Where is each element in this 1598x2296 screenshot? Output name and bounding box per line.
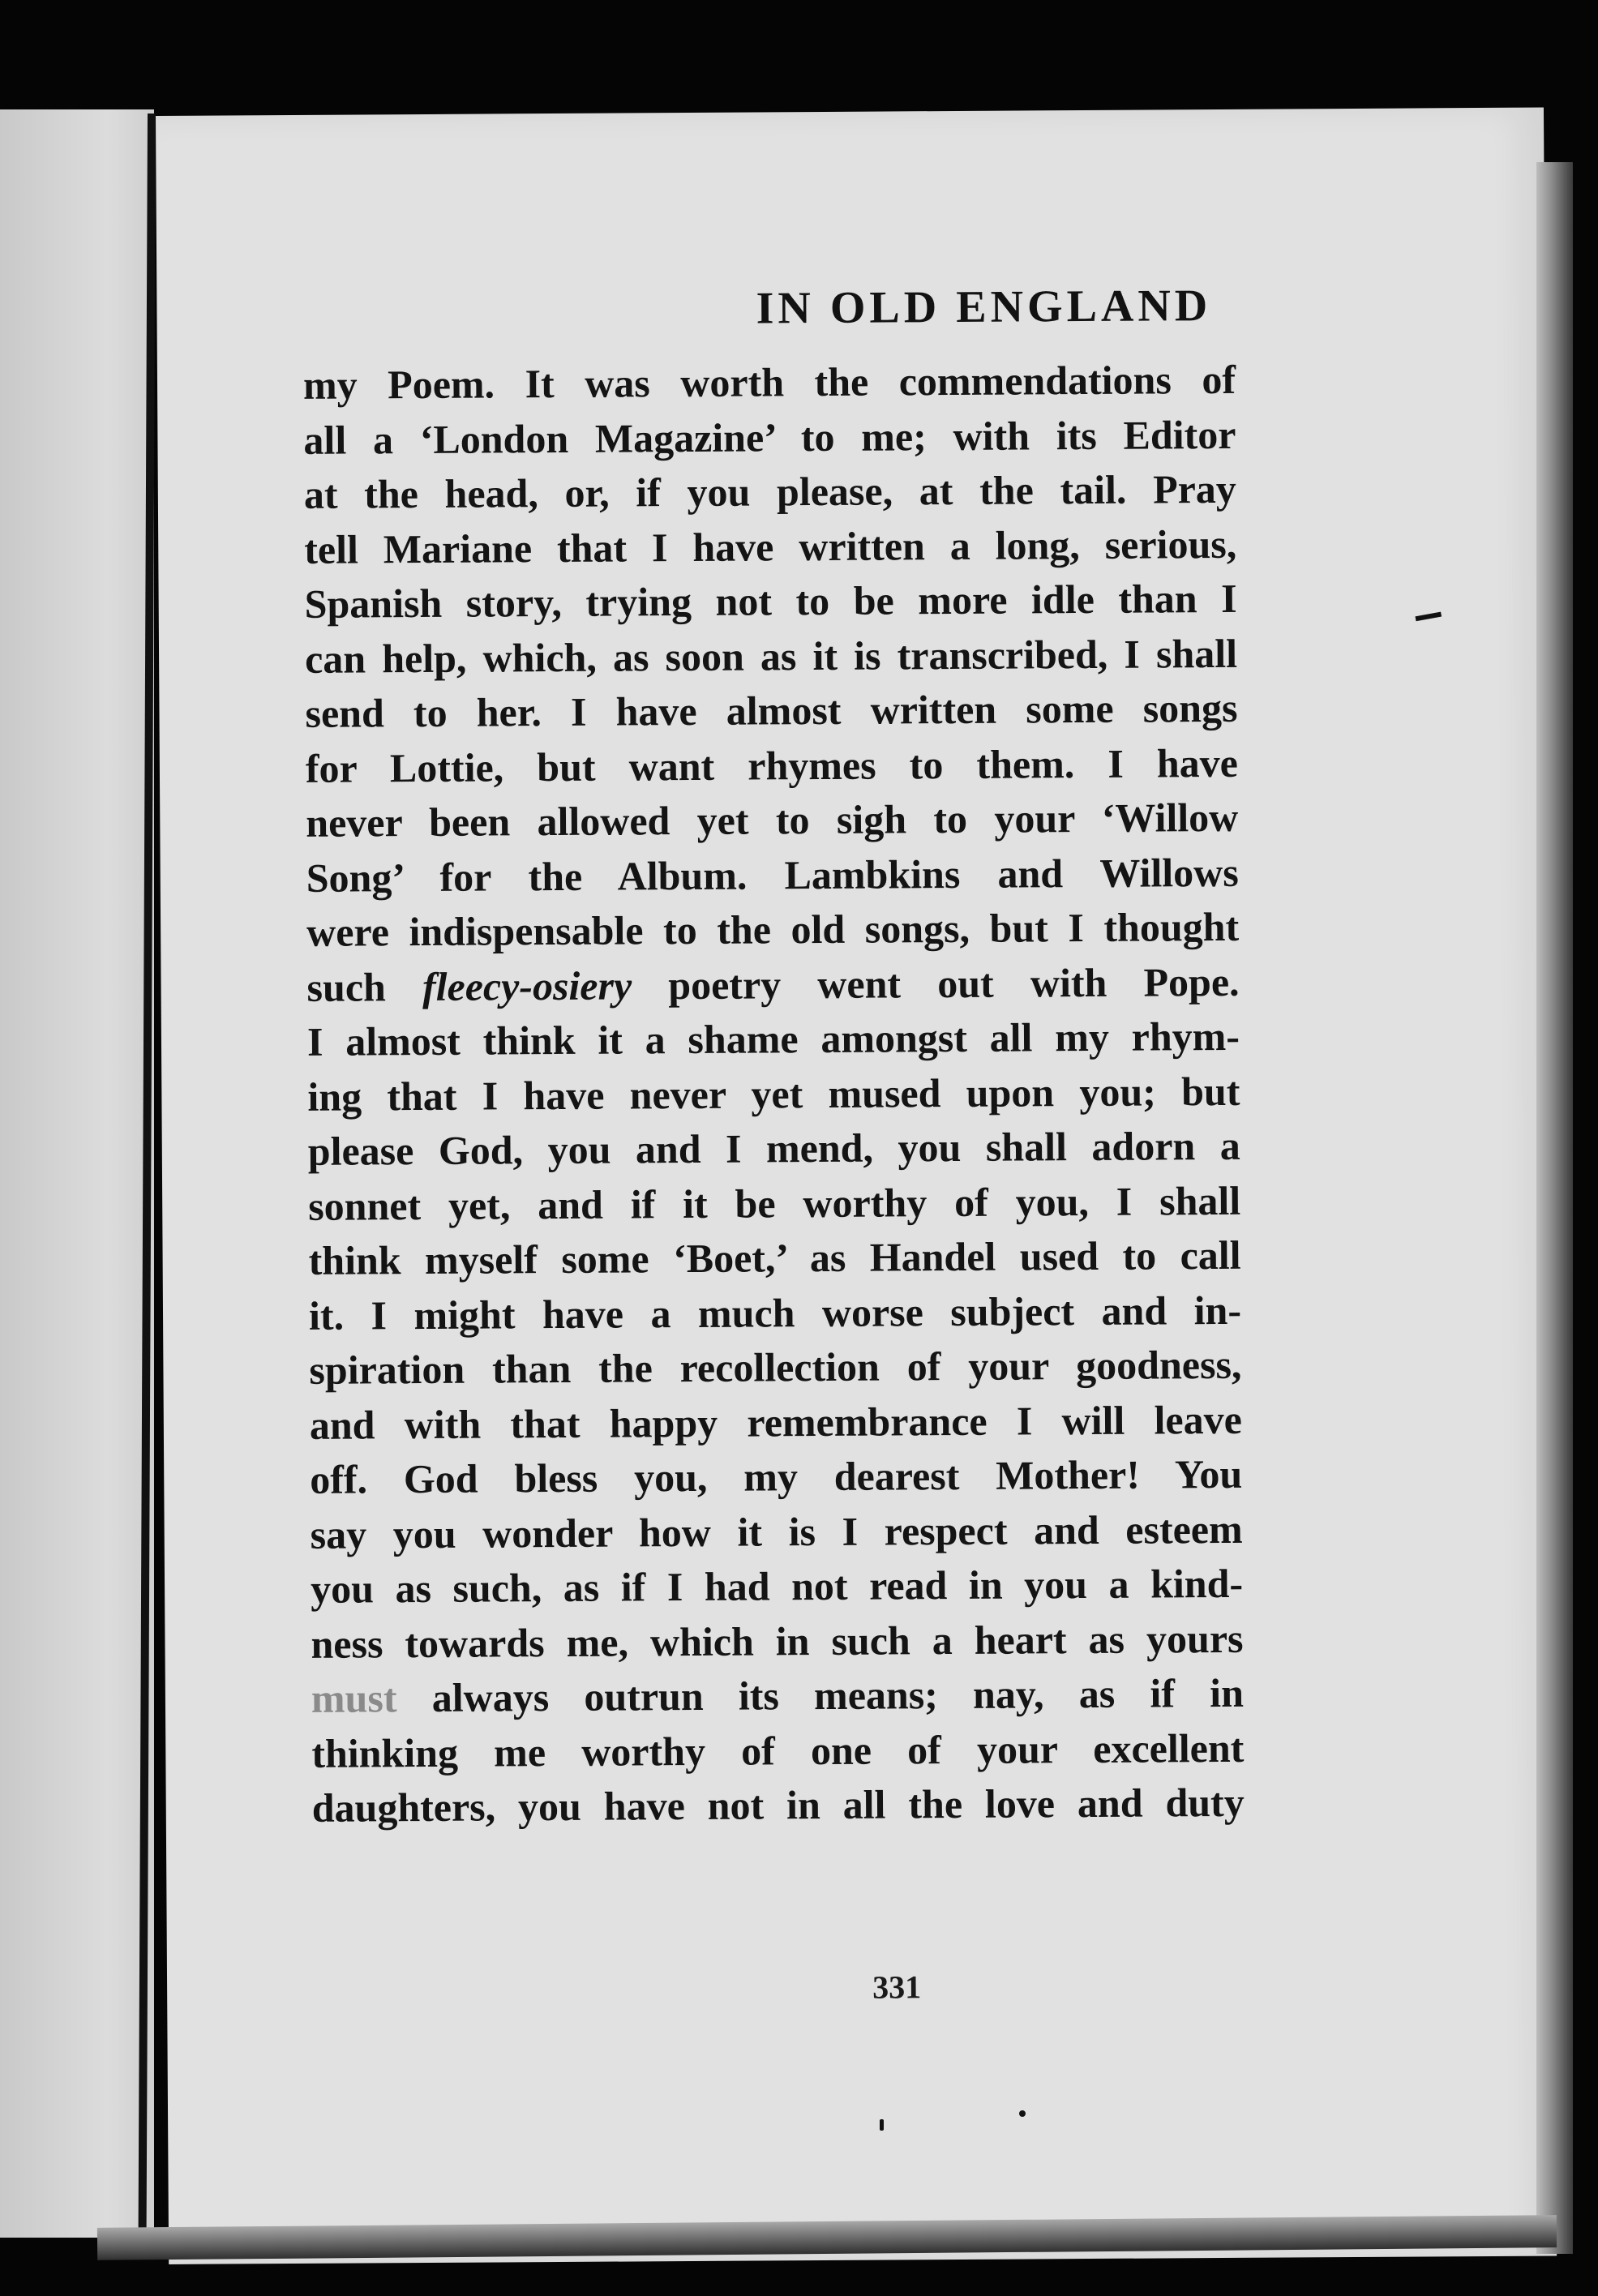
text-line-26: thinking me worthy of one of your excellent bbox=[311, 1724, 1245, 1776]
page-edge-right bbox=[1536, 162, 1573, 2254]
text-line-13: I almost think it a shame amongst all my rhym- bbox=[306, 1013, 1240, 1064]
text-line-19: spiration than the recollection of your goodness, bbox=[309, 1341, 1242, 1393]
faded-word: must bbox=[311, 1675, 397, 1721]
text-line-14: ing that I have never yet mused upon you; but bbox=[307, 1068, 1240, 1120]
text-line-4: tell Mariane that I have written a long, serious, bbox=[304, 520, 1237, 572]
text-line-22: say you wonder how it is I respect and esteem bbox=[310, 1506, 1243, 1557]
text-line-1: my Poem. It was worth the commendations of bbox=[302, 356, 1236, 408]
book-page bbox=[156, 108, 1557, 2264]
text-line-24: ness towards me, which in such a heart as yours bbox=[311, 1615, 1244, 1667]
text-line-20: and with that happy remembrance I will leave bbox=[309, 1396, 1243, 1448]
text-line-10: Song’ for the Album. Lambkins and Willows bbox=[306, 849, 1239, 901]
previous-page-edge bbox=[0, 109, 154, 2238]
text-line-17: think myself some ‘Boet,’ as Handel used to call bbox=[308, 1232, 1241, 1283]
text-line-5: Spanish story, trying not to be more idle than I bbox=[304, 575, 1237, 627]
ink-speck bbox=[1019, 2110, 1026, 2117]
text-line-27: daughters, you have not in all the love and duty bbox=[311, 1779, 1245, 1831]
margin-mark bbox=[1416, 612, 1442, 622]
text-line-21: off. God bless you, my dearest Mother! You bbox=[310, 1450, 1243, 1502]
text-line-25: must always outrun its means; nay, as if in bbox=[311, 1669, 1245, 1721]
text-line-3: at the head, or, if you please, at the tail. Pray bbox=[303, 465, 1237, 517]
text-line-6: can help, which, as soon as it is transcribed, I shall bbox=[304, 630, 1238, 682]
text-line-7: send to her. I have almost written some songs bbox=[305, 684, 1238, 736]
text-line-11: were indispensable to the old songs, but I thought bbox=[306, 903, 1240, 955]
italic-phrase: fleecy-osiery bbox=[422, 962, 632, 1009]
ink-speck bbox=[880, 2119, 884, 2131]
page-number: 331 bbox=[872, 1968, 922, 2006]
text-line-2: all a ‘London Magazine’ to me; with its Editor bbox=[303, 411, 1236, 463]
text-line-12: such fleecy-osiery poetry went out with Pope. bbox=[306, 958, 1240, 1010]
text-line-9: never been allowed yet to sigh to your ‘Willow bbox=[306, 794, 1239, 846]
text-line-23: you as such, as if I had not read in you a kind- bbox=[310, 1560, 1244, 1612]
text-line-8: for Lottie, but want rhymes to them. I have bbox=[305, 739, 1239, 791]
text-line-15: please God, you and I mend, you shall adorn a bbox=[307, 1122, 1240, 1174]
body-text bbox=[303, 353, 1245, 1836]
running-head: IN OLD ENGLAND bbox=[756, 281, 1212, 334]
text-line-16: sonnet yet, and if it be worthy of you, I shall bbox=[308, 1177, 1241, 1229]
text-line-18: it. I might have a much worse subject and in- bbox=[308, 1287, 1242, 1339]
